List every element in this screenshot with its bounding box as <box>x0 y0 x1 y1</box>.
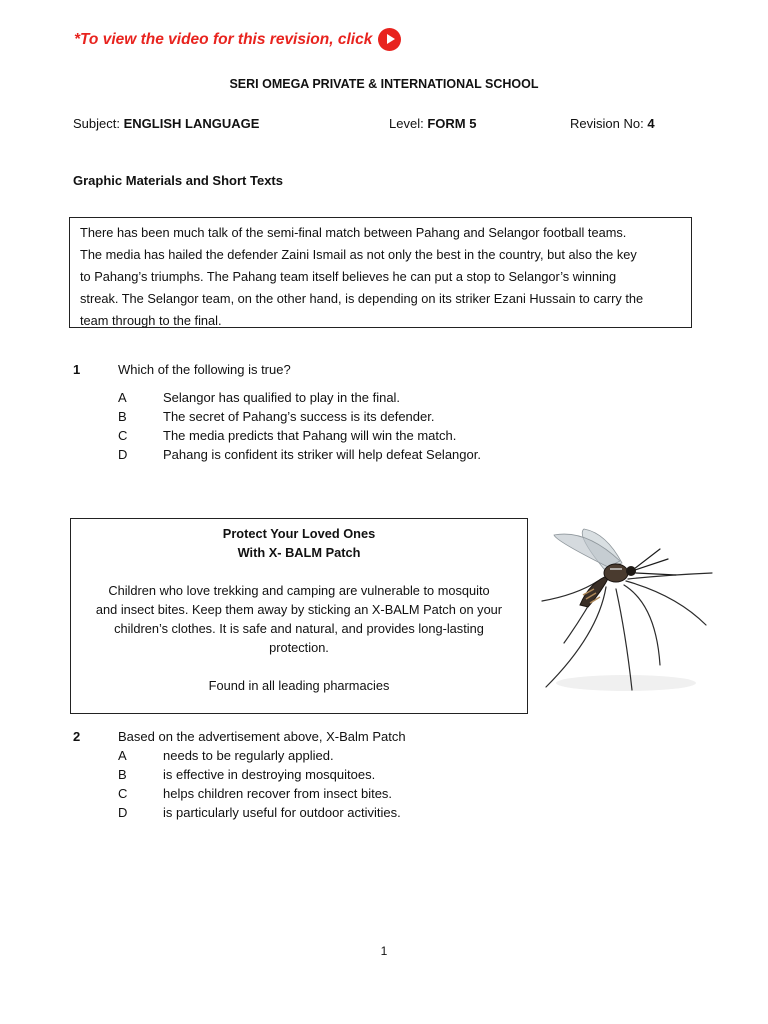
question-1 <box>0 362 768 472</box>
question-stem: Which of the following is true? <box>118 362 291 377</box>
passage-box <box>69 217 692 328</box>
option-letter: A <box>118 390 127 405</box>
question-number: 2 <box>73 729 81 744</box>
passage-line: to Pahang’s triumphs. The Pahang team itself believes he can put a stop to Selangor’s winning <box>80 269 617 284</box>
passage-line: There has been much talk of the semi-final match between Pahang and Selangor football teams. <box>80 225 627 240</box>
option-text: Pahang is confident its striker will help defeat Selangor. <box>163 447 481 462</box>
subject-label: Subject: <box>73 116 120 131</box>
option-text: Selangor has qualified to play in the final. <box>163 390 401 405</box>
advert-body-line: children’s clothes. It is safe and natural, and provides long-lasting <box>114 621 484 636</box>
question-number: 1 <box>73 362 81 377</box>
subject-field <box>73 116 259 131</box>
advertisement-box <box>70 518 528 714</box>
option-letter: B <box>118 767 127 782</box>
school-name: SERI OMEGA PRIVATE & INTERNATIONAL SCHOOL <box>229 77 539 91</box>
option-letter: A <box>118 748 127 763</box>
passage-line: streak. The Selangor team, on the other hand, is depending on its striker Ezani Hussain to carry the <box>80 291 644 306</box>
revision-field <box>570 116 655 131</box>
advert-title: Protect Your Loved Ones <box>222 526 376 541</box>
level-label: Level: <box>389 116 424 131</box>
advert-subtitle: With X- BALM Patch <box>237 545 361 560</box>
option-letter: D <box>118 447 128 462</box>
question-stem: Based on the advertisement above, X-Balm Patch <box>118 729 406 744</box>
video-link[interactable] <box>74 28 401 51</box>
advert-body-line: protection. <box>269 640 329 655</box>
advert-body-line: and insect bites. Keep them away by sticking an X-BALM Patch on your <box>95 602 503 617</box>
page-number: 1 <box>380 944 388 958</box>
option-letter: D <box>118 805 128 820</box>
option-text: The media predicts that Pahang will win the match. <box>163 428 457 443</box>
revision-label: Revision No: <box>570 116 644 131</box>
play-icon[interactable] <box>378 28 401 51</box>
level-field <box>389 116 476 131</box>
option-text: needs to be regularly applied. <box>163 748 334 763</box>
advert-body-line: Children who love trekking and camping are vulnerable to mosquito <box>108 583 490 598</box>
option-letter: C <box>118 786 128 801</box>
subject-value: ENGLISH LANGUAGE <box>123 116 260 131</box>
advert-footer: Found in all leading pharmacies <box>208 678 390 693</box>
question-2 <box>0 729 768 839</box>
option-text: helps children recover from insect bites. <box>163 786 393 801</box>
mosquito-illustration <box>536 515 718 695</box>
option-text: is effective in destroying mosquitoes. <box>163 767 376 782</box>
revision-value: 4 <box>647 116 655 131</box>
passage-line: The media has hailed the defender Zaini Ismail as not only the best in the country, but also the key <box>80 247 637 262</box>
video-link-text[interactable]: *To view the video for this revision, click <box>74 30 373 48</box>
option-letter: B <box>118 409 127 424</box>
option-text: The secret of Pahang’s success is its defender. <box>163 409 435 424</box>
option-letter: C <box>118 428 128 443</box>
section-title: Graphic Materials and Short Texts <box>73 173 283 188</box>
level-value: FORM 5 <box>427 116 477 131</box>
passage-line: team through to the final. <box>80 313 222 328</box>
option-text: is particularly useful for outdoor activities. <box>163 805 401 820</box>
